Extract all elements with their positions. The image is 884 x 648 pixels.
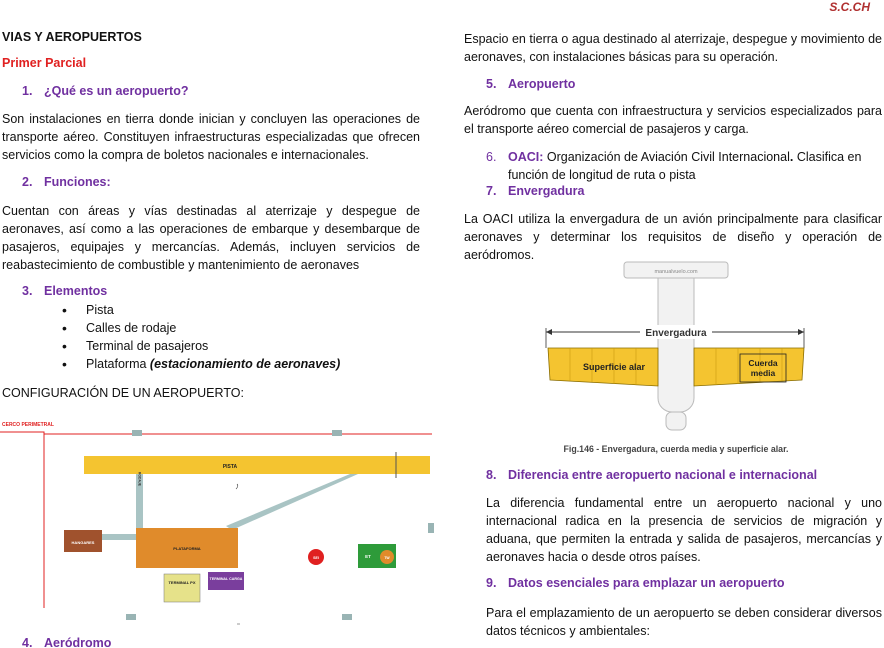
section-6-line-1 [486, 148, 882, 166]
section-6-text-2: Clasifica en [793, 150, 862, 164]
runway-mark [236, 484, 238, 489]
section-6-line-2: función de longitud de ruta o pista [508, 168, 696, 182]
sei-label: SEI [313, 556, 319, 560]
section-number: 7. [486, 184, 497, 198]
gate [342, 614, 352, 620]
section-6 [486, 148, 882, 184]
platform-label: PLATAFORMA [173, 546, 201, 551]
section-title: Aeródromo [44, 636, 112, 648]
passenger-terminal-label: TERMINAL PX [168, 580, 196, 585]
section-number: 1. [22, 84, 33, 98]
aerodromo-text: Espacio en tierra o agua destinado al aterrizaje, despegue y movimiento de aeronaves, con instalaciones básicas para su operación. [464, 32, 882, 64]
section-3-heading [22, 284, 107, 298]
list-item [62, 355, 340, 373]
section-4-heading [22, 636, 111, 648]
taxiway-diagonal [226, 474, 358, 530]
section-title: Aeropuerto [508, 77, 576, 91]
cargo-terminal-label: TERMINAL CARGA [209, 577, 243, 581]
author-initials: S.C.CH [829, 0, 870, 14]
section-9-heading [486, 576, 785, 590]
hangars-label: HANGARES [71, 540, 95, 545]
section-title: OACI: [508, 150, 544, 164]
config-title: CONFIGURACIÓN DE UN AEROPUERTO: [2, 386, 244, 400]
et-label: ET [365, 554, 371, 559]
elements-list [62, 301, 340, 373]
arrow-head-left [546, 329, 552, 335]
section-5-text: Aeródromo que cuenta con infraestructura y servicios especializados para el transporte aéreo comercial de pasajeros y carga. [464, 104, 882, 136]
taxiway-label: RODAJE [137, 471, 142, 487]
section-number: 2. [22, 175, 33, 189]
document-subtitle: Primer Parcial [2, 56, 87, 70]
tw-label: TW [384, 556, 390, 560]
section-7-text: La OACI utiliza la envergadura de un avión principalmente para clasificar aeronaves y determinar los requisitos de diseño y operación de aeródromos. [464, 212, 882, 262]
passenger-terminal [164, 574, 200, 602]
perimeter-label: CERCO PERIMETRAL [2, 422, 54, 428]
section-number: 4. [22, 636, 33, 648]
section-title: Elementos [44, 284, 108, 298]
section-8-heading [486, 468, 817, 482]
section-number: 5. [486, 77, 497, 91]
runway [84, 456, 430, 474]
section-1-heading [22, 84, 188, 98]
gate [332, 430, 342, 436]
gate [428, 523, 434, 533]
section-title: ¿Qué es un aeropuerto? [44, 84, 189, 98]
section-number: 3. [22, 284, 33, 298]
cargo-terminal [208, 572, 244, 590]
section-2-text: Cuentan con áreas y vías destinadas al aterrizaje y despegue de aeronaves, así como a las operaciones de embarque y desembarque de pasajeros, equipajes y mercancías. Además, incluyen servicios de reabastecimiento de combustible y mantenimiento de aeronaves [2, 204, 420, 272]
wingspan-label: Envergadura [645, 328, 707, 339]
figure-caption: Fig.146 - Envergadura, cuerda media y superficie alar. [563, 444, 789, 454]
list-item: • Calles de rodaje [62, 319, 340, 337]
section-8-text: La diferencia fundamental entre un aeropuerto nacional y uno internacional radica en la presencia de servicios de migración y aduana, que permiten la entrada y salida de pasajeros, mercancías y aeronaves hacia o desde otros países. [486, 496, 882, 564]
section-title: Funciones: [44, 175, 111, 189]
watermark: manualvuelo.com [654, 269, 698, 275]
list-item-emphasis: (estacionamiento de aeronaves) [149, 357, 341, 371]
section-6-period: . [789, 150, 794, 164]
list-item: • Terminal de pasajeros [62, 337, 340, 355]
arrow-head-right [798, 329, 804, 335]
mean-chord-label-2: media [750, 368, 776, 378]
wingspan-figure [540, 258, 812, 458]
section-number: 9. [486, 576, 497, 590]
nose [666, 412, 686, 430]
section-number: 8. [486, 468, 497, 482]
perimeter-fence [0, 432, 432, 434]
mean-chord-label-1: Cuerda [748, 358, 778, 368]
airport-layout-diagram [0, 418, 436, 628]
taxiway-hangar [100, 534, 138, 540]
section-2-heading [22, 175, 111, 189]
list-item: • Pista [62, 301, 340, 319]
section-1-text: Son instalaciones en tierra donde inician y concluyen las operaciones de transporte aéreo. Constituyen infraestructuras especializadas que ofrecen servicios como la compra de boletos nacionales e internacionales. [2, 112, 420, 162]
section-title: Diferencia entre aeropuerto nacional e internacional [508, 468, 818, 482]
runway-label: PISTA [222, 464, 238, 470]
gate [132, 430, 142, 436]
section-5-heading [486, 77, 575, 91]
gate [126, 614, 136, 620]
section-title: Envergadura [508, 184, 585, 198]
section-title: Datos esenciales para emplazar un aeropuerto [508, 576, 785, 590]
section-7-heading [486, 184, 584, 198]
section-9-text: Para el emplazamiento de un aeropuerto se deben considerar diversos datos técnicos y ambientales: [486, 606, 882, 638]
section-number: 6. [486, 150, 497, 164]
section-6-text: Organización de Aviación Civil Internacional [543, 150, 790, 164]
list-item-label: Plataforma [86, 357, 150, 371]
document-title: VIAS Y AEROPUERTOS [2, 30, 142, 44]
wing-area-label: Superficie alar [582, 362, 646, 372]
